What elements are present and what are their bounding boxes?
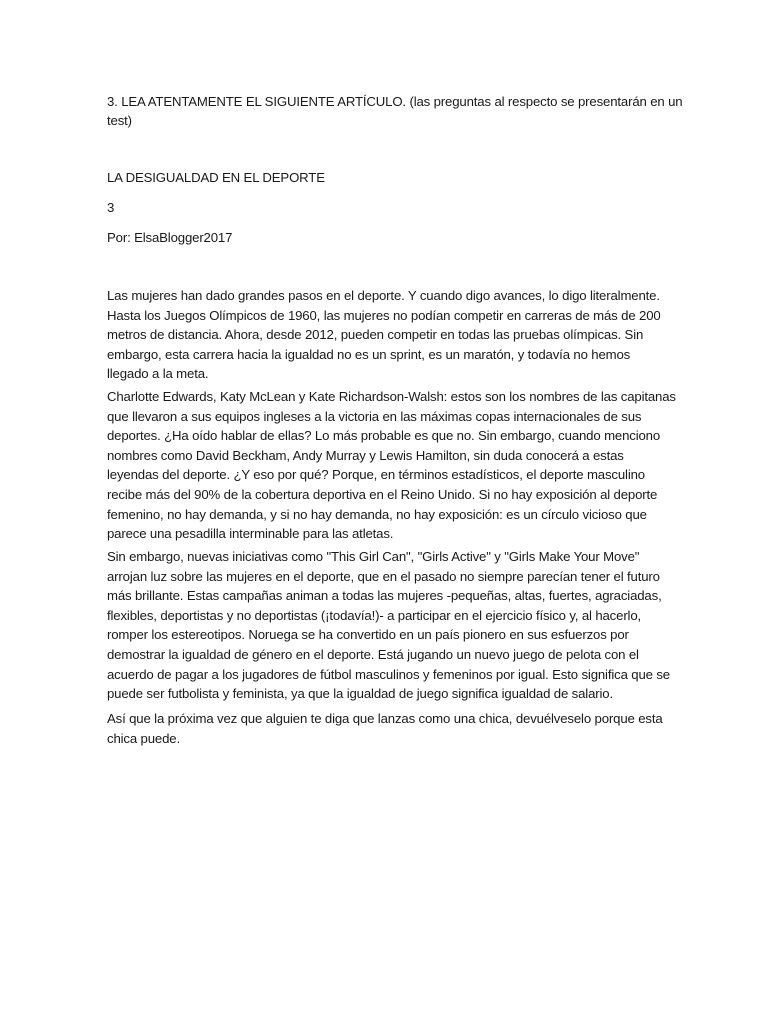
paragraph-line: llegado a la meta. <box>107 366 209 382</box>
paragraph-line: nombres como David Beckham, Andy Murray y Lewis Hamilton, sin duda conocerá a estas <box>107 447 624 463</box>
paragraph-line: arrojan luz sobre las mujeres en el deporte, que en el pasado no siempre parecían tener el futuro <box>107 568 660 584</box>
paragraph-line: flexibles, deportistas y no deportistas (¡todavía!)- a participar en el ejercicio físico y, al hacerlo, <box>107 607 642 623</box>
paragraph-4 <box>107 709 663 748</box>
paragraph-line: chica puede. <box>107 730 180 746</box>
paragraph-line: que llevaron a sus equipos ingleses a la victoria en las máximas copas internacionales de sus <box>107 408 642 424</box>
paragraph-line: más brillante. Estas campañas animan a todas las mujeres -pequeñas, altas, fuertes, agraciadas, <box>107 588 662 604</box>
paragraph-line: metros de distancia. Ahora, desde 2012, pueden competir en todas las pruebas olímpicas. Sin <box>107 327 644 343</box>
article-byline: Por: ElsaBlogger2017 <box>107 230 233 245</box>
paragraph-line: Sin embargo, nuevas iniciativas como "This Girl Can", "Girls Active" y "Girls Make Your Move" <box>107 549 640 564</box>
article-number: 3 <box>107 200 115 215</box>
paragraph-3 <box>107 547 670 704</box>
paragraph-1 <box>107 286 659 384</box>
paragraph-2 <box>107 387 676 544</box>
paragraph-line: Así que la próxima vez que alguien te diga que lanzas como una chica, devuélveselo porque esta <box>107 711 663 726</box>
paragraph-line: acuerdo de pagar a los jugadores de fútbol masculinos y femeninos por igual. Esto significa que se <box>107 666 670 682</box>
paragraph-line: embargo, esta carrera hacia la igualdad no es un sprint, es un maratón, y todavía no hemos <box>107 346 631 362</box>
article-title: LA DESIGUALDAD EN EL DEPORTE <box>107 170 325 185</box>
paragraph-line: Charlotte Edwards, Katy McLean y Kate Richardson-Walsh: estos son los nombres de las capitanas <box>107 389 676 404</box>
paragraph-line: parece una pesadilla interminable para las atletas. <box>107 526 394 542</box>
paragraph-line: Hasta los Juegos Olímpicos de 1960, las mujeres no podían competir en carreras de más de 200 <box>107 307 661 323</box>
paragraph-line: recibe más del 90% de la cobertura deportiva en el Reino Unido. Si no hay exposición al deporte <box>107 486 658 502</box>
instruction-line-1: 3. LEA ATENTAMENTE EL SIGUIENTE ARTÍCULO. (las preguntas al respecto se presentarán en un <box>107 94 683 109</box>
paragraph-line: demostrar la igualdad de género en el deporte. Está jugando un nuevo juego de pelota con el <box>107 646 639 662</box>
paragraph-line: romper los estereotipos. Noruega se ha convertido en un país pionero en sus esfuerzos por <box>107 627 629 643</box>
paragraph-line: deportes. ¿Ha oído hablar de ellas? Lo más probable es que no. Sin embargo, cuando menciono <box>107 428 661 444</box>
paragraph-line: puede ser futbolista y feminista, ya que la igualdad de juego significa igualdad de salario. <box>107 686 613 702</box>
paragraph-line: leyendas del deporte. ¿Y eso por qué? Porque, en términos estadísticos, el deporte masculino <box>107 467 645 483</box>
instruction-line-2: test) <box>107 113 132 128</box>
paragraph-line: femenino, no hay demanda, y si no hay demanda, no hay exposición: es un círculo vicioso que <box>107 506 647 522</box>
paragraph-line: Las mujeres han dado grandes pasos en el deporte. Y cuando digo avances, lo digo literalmente. <box>107 288 660 303</box>
